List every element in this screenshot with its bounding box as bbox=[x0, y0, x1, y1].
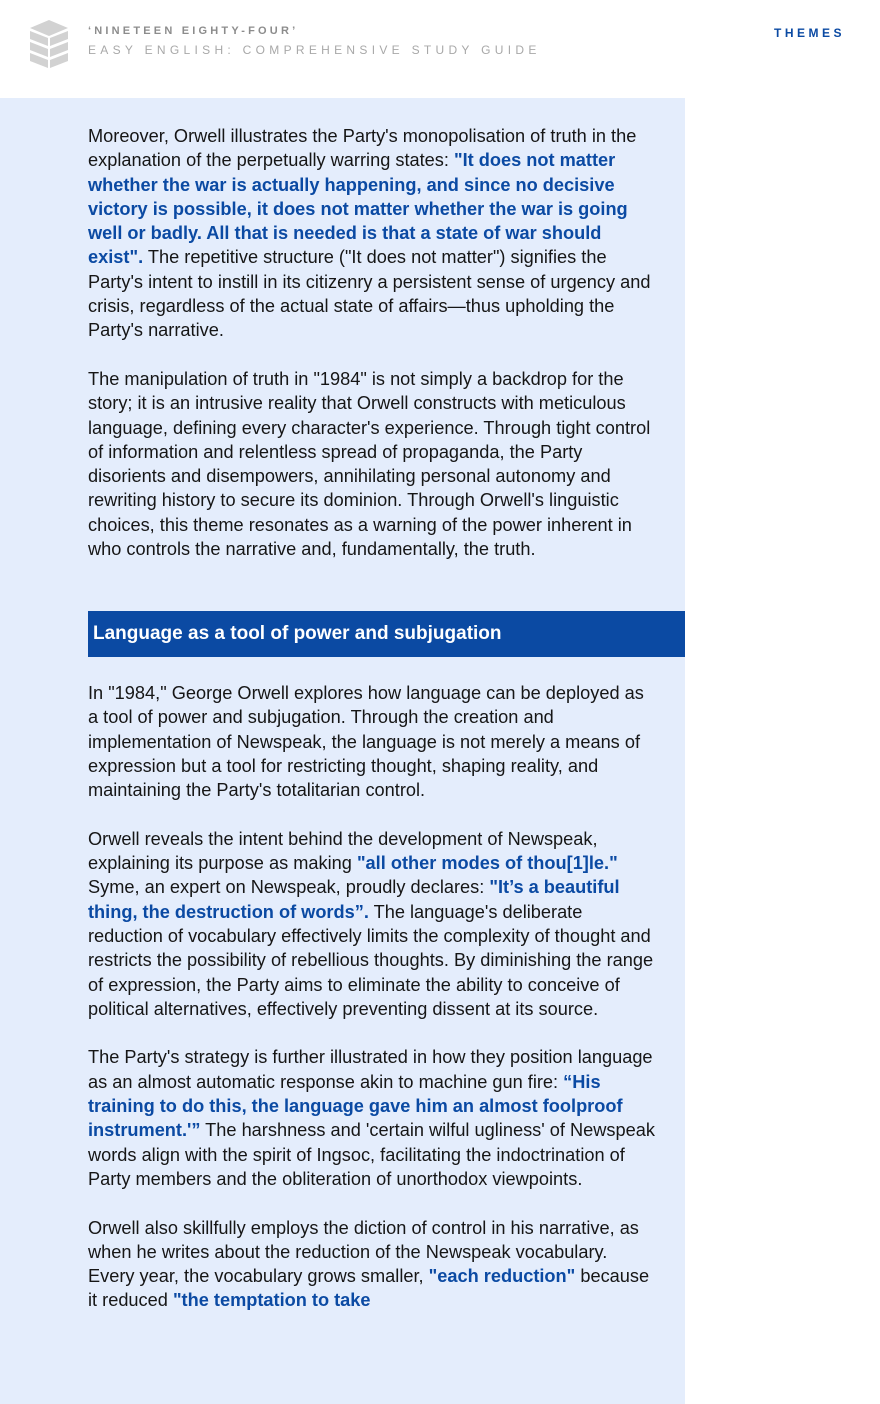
body-text: The repetitive structure ("It does not matter") signifies the Party's intent to instill in its citizenry a persistent sense of urgency and crisis, regardless of the actual state of affairs—thus upholding the Party's narrative. bbox=[88, 247, 651, 341]
quote: "the temptation to take bbox=[172, 1290, 371, 1311]
paragraph: In "1984," George Orwell explores how language can be deployed as a tool of power and subjugation. Through the creation and implementation of Newspeak, the language is not merely a means of expression but a tool for restricting thought, shaping reality, and maintaining the Party's totalitarian control. bbox=[88, 683, 644, 801]
book-stack-icon bbox=[28, 18, 70, 70]
paragraph bbox=[88, 827, 658, 1021]
body-text: Moreover, Orwell illustrates the Party's monopolisation of truth in the explanation of the perpetually warring states: bbox=[88, 126, 637, 171]
section-heading: Language as a tool of power and subjugation bbox=[88, 611, 685, 657]
paragraph bbox=[88, 1216, 658, 1313]
body-text: The Party's strategy is further illustrated in how they position language as an almost automatic response akin to machine gun fire: bbox=[88, 1047, 653, 1092]
section-label-themes: THEMES bbox=[773, 26, 845, 40]
body-text: Orwell reveals the intent behind the development of Newspeak, explaining its purpose as making bbox=[88, 828, 598, 874]
paragraph: The manipulation of truth in "1984" is not simply a backdrop for the story; it is an intrusive reality that Orwell constructs with meticulous language, defining every character's experience. Through tight control of information and relentless spread of propaganda, the Party disorients and disempowers, annihilating personal autonomy and rewriting history to secure its dominion. Through Orwell's linguistic choices, this theme resonates as a warning of the power inherent in who controls the narrative and, fundamentally, the truth. bbox=[88, 368, 651, 560]
guide-subtitle: EASY ENGLISH: COMPREHENSIVE STUDY GUIDE bbox=[88, 43, 541, 57]
quote: "all other modes of thou[1]le." bbox=[356, 853, 618, 874]
body-text: Syme, an expert on Newspeak, proudly declares: bbox=[88, 877, 490, 898]
quote: "each reduction" bbox=[428, 1266, 576, 1287]
body-text: Orwell also skillfully employs the diction of control in his narrative, as when he writes about the reduction of the Newspeak vocabulary. Every year, the vocabulary grows smaller, bbox=[88, 1217, 639, 1287]
paragraph bbox=[88, 1045, 658, 1191]
quote: “His training to do this, the language gave him an almost foolproof instrument.'” bbox=[88, 1071, 623, 1141]
body-text: because it reduced bbox=[88, 1266, 650, 1311]
quote: "It does not matter whether the war is actually happening, and since no decisive victory is possible, it does not matter whether the war is going well or badly. All that is needed is that a state of war should exist". bbox=[88, 150, 628, 268]
quote: "It’s a beautiful thing, the destruction of words”. bbox=[88, 877, 620, 922]
section-language-body bbox=[88, 681, 658, 1337]
guide-title: ‘NINETEEN EIGHTY-FOUR’ bbox=[88, 25, 299, 37]
section-truth-body bbox=[88, 124, 658, 586]
paragraph bbox=[88, 124, 658, 343]
body-text: The harshness and 'certain wilful ugliness' of Newspeak words align with the spirit of Ingsoc, facilitating the indoctrination of Party members and the obliteration of unorthodox viewpoints. bbox=[88, 1120, 655, 1189]
body-text: The language's deliberate reduction of vocabulary effectively limits the complexity of thought and restricts the possibility of rebellious thoughts. By diminishing the range of expression, the Party aims to eliminate the ability to conceive of political alternatives, effectively preventing dissent at its source. bbox=[88, 901, 654, 1019]
